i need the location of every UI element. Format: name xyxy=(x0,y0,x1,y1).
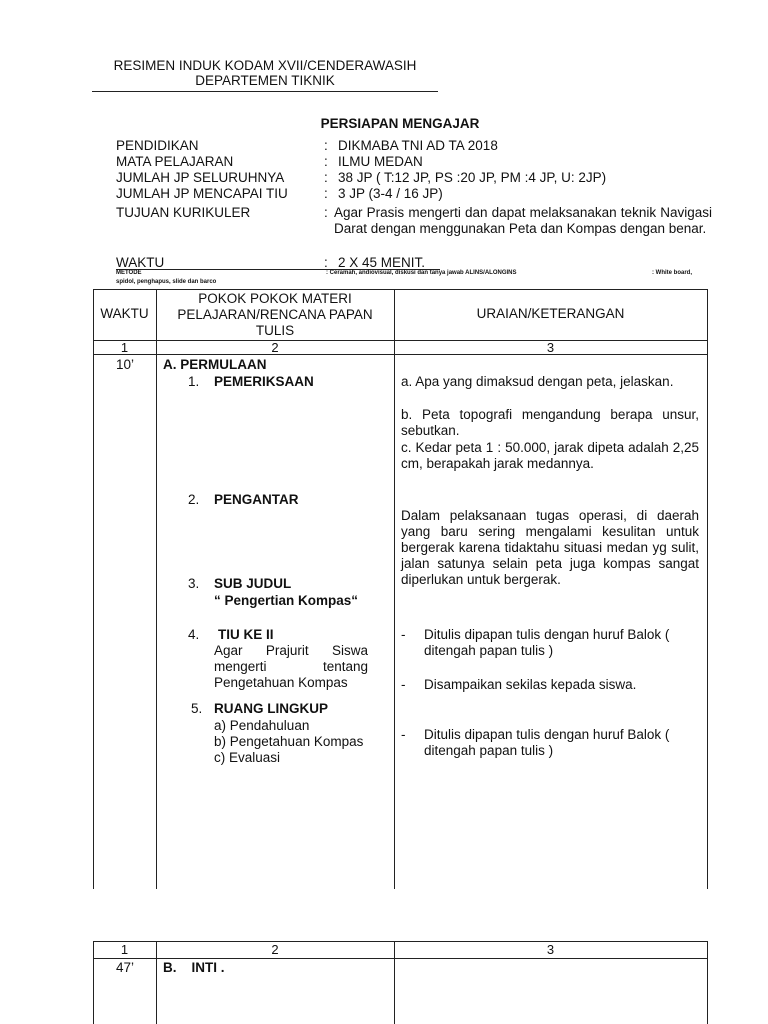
uraian-dash: - xyxy=(401,627,406,642)
metode-alat-cont: spidol, penghapus, slide dan barco xyxy=(116,279,217,285)
info-colon: : xyxy=(324,186,328,201)
ruang-lingkup-item: c) Evaluasi xyxy=(214,750,281,765)
info-label-waktu: WAKTU xyxy=(116,255,165,270)
item-title-pemeriksaan: PEMERIKSAAN xyxy=(214,374,314,389)
uraian-dash: - xyxy=(401,677,406,692)
metode-alat: : White board, xyxy=(652,270,692,276)
uraian-question-b: b. Peta topografi mengandung berapa unsur, sebutkan. xyxy=(401,407,699,438)
uraian-tiu-note: Disampaikan sekilas kepada siswa. xyxy=(424,677,637,692)
item-title-tiu: TIU KE II xyxy=(218,627,274,642)
table-border-top xyxy=(93,289,707,290)
info-colon: : xyxy=(324,138,328,153)
item-num: 2. xyxy=(188,492,200,507)
info-colon: : xyxy=(324,154,328,169)
header-line2: DEPARTEMEN TIKNIK xyxy=(195,73,335,88)
col-header-uraian: URAIAN/KETERANGAN xyxy=(476,306,625,321)
info-label-mapel: MATA PELAJARAN xyxy=(116,154,234,169)
time-permulaan: 10’ xyxy=(116,357,135,372)
item-title-sub-judul: SUB JUDUL xyxy=(214,576,292,591)
ruang-lingkup-item: b) Pengetahuan Kompas xyxy=(214,734,364,749)
page-title: PERSIAPAN MENGAJAR xyxy=(320,116,480,131)
info-label-jp-total: JUMLAH JP SELURUHNYA xyxy=(116,170,285,185)
info-value-tujuan: Agar Prasis mengerti dan dapat melaksanakan teknik Navigasi Darat dengan menggunakan Peta dan Kompas dengan benar. xyxy=(334,205,712,236)
table-col-divider-1 xyxy=(156,289,157,889)
table2-col-number-1: 1 xyxy=(120,942,129,957)
section-permulaan: A. PERMULAAN xyxy=(163,357,267,372)
uraian-dash: - xyxy=(401,727,406,742)
uraian-question-a: a. Apa yang dimaksud dengan peta, jelaskan. xyxy=(401,374,674,389)
item-title-pengantar: PENGANTAR xyxy=(214,492,299,507)
table2-border-right xyxy=(707,941,708,1024)
info-value-jp-tiu: 3 JP (3-4 / 16 JP) xyxy=(338,186,443,201)
section-inti: B. INTI . xyxy=(163,960,225,975)
col-header-waktu: WAKTU xyxy=(100,306,149,321)
table2-col-number-2: 2 xyxy=(271,942,279,957)
col-number-3: 3 xyxy=(546,340,555,355)
col-number-2: 2 xyxy=(271,340,279,355)
uraian-question-c: c. Kedar peta 1 : 50.000, jarak dipeta adalah 2,25 cm, berapakah jarak medannya. xyxy=(401,440,699,471)
table-border-right xyxy=(707,289,708,889)
table2-col-number-3: 3 xyxy=(546,942,555,957)
table2-number-divider xyxy=(93,958,707,959)
info-colon: : xyxy=(324,170,328,185)
table-border-left xyxy=(93,289,94,889)
info-colon: : xyxy=(324,255,328,270)
item-title-ruang-lingkup: RUANG LINGKUP xyxy=(214,701,328,716)
item-sub-pengertian-kompas: “ Pengertian Kompas“ xyxy=(214,593,359,608)
item-num: 3. xyxy=(188,576,200,591)
header-underline xyxy=(92,91,438,92)
header-line1: RESIMEN INDUK KODAM XVII/CENDERAWASIH xyxy=(113,58,417,73)
table-col-divider-2 xyxy=(394,289,395,889)
info-label-jp-tiu: JUMLAH JP MENCAPAI TIU xyxy=(116,186,288,201)
item-num: 1. xyxy=(188,374,200,389)
metode-label: METODE xyxy=(116,270,142,276)
col-number-1: 1 xyxy=(120,340,129,355)
info-value-waktu: 2 X 45 MENIT. xyxy=(338,255,426,270)
col-header-materi: POKOK POKOK MATERI PELAJARAN/RENCANA PAPAN TULIS xyxy=(177,291,373,338)
info-value-jp-total: 38 JP ( T:12 JP, PS :20 JP, PM :4 JP, U: 2JP) xyxy=(338,170,607,185)
info-value-pendidikan: DIKMABA TNI AD TA 2018 xyxy=(338,138,498,153)
info-value-mapel: ILMU MEDAN xyxy=(338,154,423,169)
info-colon: : xyxy=(324,205,328,220)
item-desc-tiu: Agar Prajurit Siswa mengerti tentang Pengetahuan Kompas xyxy=(214,643,368,690)
info-label-pendidikan: PENDIDIKAN xyxy=(116,138,199,153)
item-num: 5. xyxy=(191,701,203,716)
uraian-pengantar: Dalam pelaksanaan tugas operasi, di daerah yang baru sering mengalami kesulitan untuk bergerak karena tidaktahu situasi medan yg sulit, jalan satunya selain peta juga kompas sangat diperlukan untuk bergerak. xyxy=(401,508,699,587)
uraian-ruang-note: Ditulis dipapan tulis dengan huruf Balok ( ditengah papan tulis ) xyxy=(424,727,670,758)
metode-value: : Ceramah, andiovisual, diskusi dan tanya jawab ALINS/ALONGINS xyxy=(326,270,517,276)
time-inti: 47’ xyxy=(116,960,135,975)
ruang-lingkup-item: a) Pendahuluan xyxy=(214,718,310,733)
uraian-sub-judul-note: Ditulis dipapan tulis dengan huruf Balok ( ditengah papan tulis ) xyxy=(424,627,670,658)
info-label-tujuan: TUJUAN KURIKULER xyxy=(116,205,251,220)
item-num: 4. xyxy=(188,627,200,642)
